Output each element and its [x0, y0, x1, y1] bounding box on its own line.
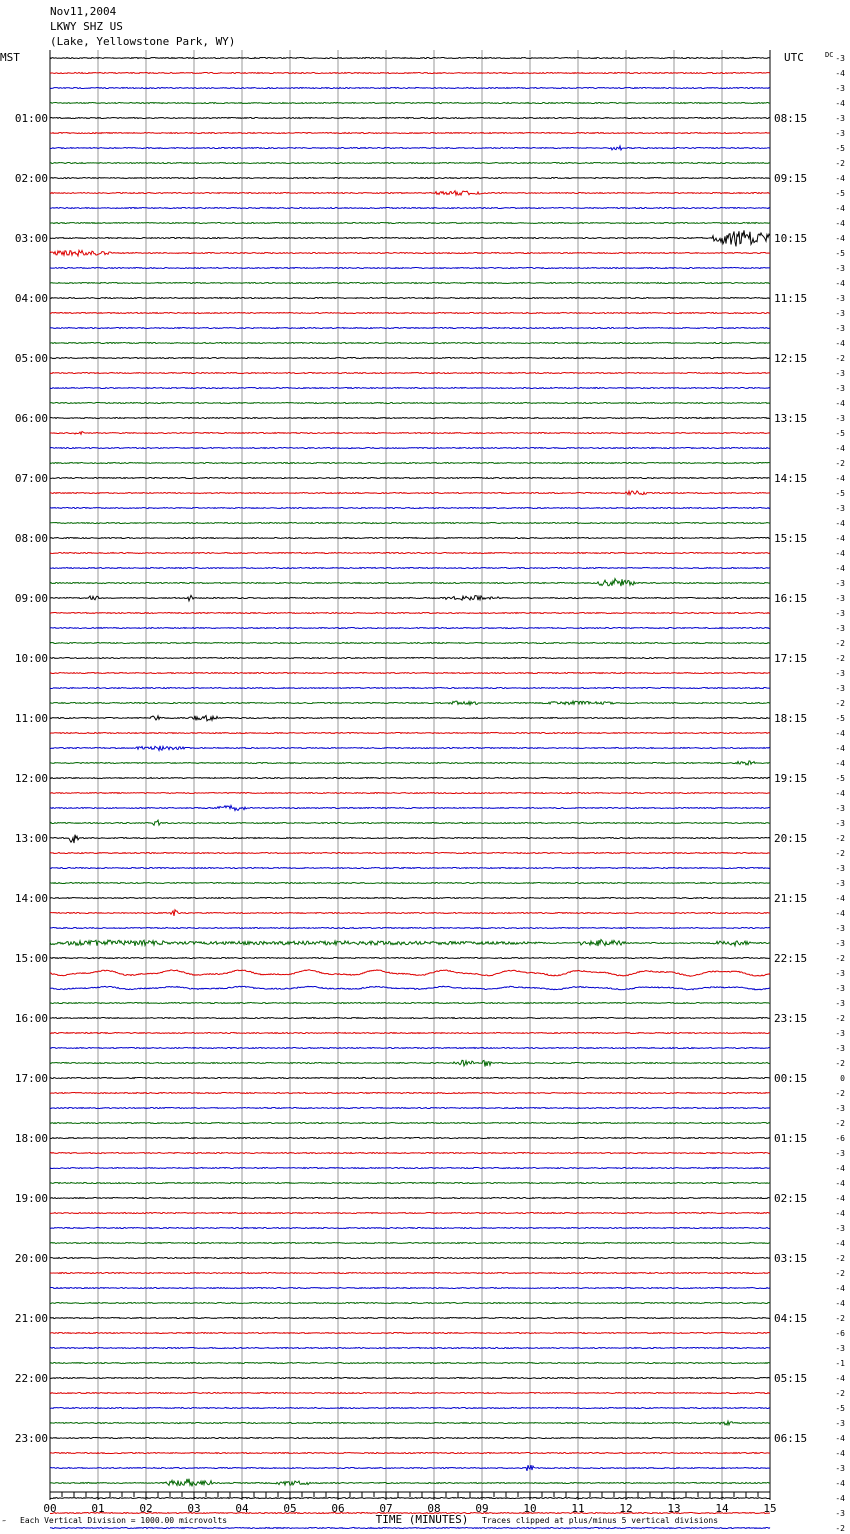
dc-offset-label: -3 [835, 384, 845, 393]
trace-line [50, 1465, 770, 1471]
hour-label-left: 11:00 [14, 712, 48, 725]
hour-label-left: 08:00 [14, 532, 48, 545]
trace-line [50, 1002, 770, 1003]
trace-line [50, 57, 770, 58]
trace-line [50, 1317, 770, 1318]
dc-offset-label: -3 [835, 594, 845, 603]
hour-label-right: 03:15 [774, 1252, 808, 1265]
dc-offset-label: -3 [835, 1149, 845, 1158]
dc-offset-label: -2 [835, 1524, 845, 1533]
dc-offset-label: -4 [835, 1194, 845, 1203]
trace-line [50, 957, 770, 958]
trace-line [50, 146, 770, 150]
dc-offset-label: -3 [835, 999, 845, 1008]
trace-line [50, 191, 770, 195]
trace-line [50, 579, 770, 587]
hour-label-right: 15:15 [774, 532, 808, 545]
x-tick-label: 11 [571, 1502, 585, 1515]
dc-offset-label: -1 [835, 1359, 845, 1368]
dc-offset-label: -3 [835, 819, 845, 828]
x-tick-label: 09 [475, 1502, 489, 1515]
dc-offset-label: -3 [835, 294, 845, 303]
trace-line [50, 1152, 770, 1153]
trace-line [50, 835, 770, 843]
x-axis-title: TIME (MINUTES) [375, 1513, 469, 1526]
trace-line [50, 1362, 770, 1363]
dc-offset-label: -4 [835, 399, 845, 408]
hour-label-right: 10:15 [774, 232, 808, 245]
hour-label-right: 06:15 [774, 1432, 808, 1445]
dc-offset-label: -2 [835, 954, 845, 963]
trace-line [50, 612, 770, 613]
hour-label-left: 06:00 [14, 412, 48, 425]
hour-label-right: 05:15 [774, 1372, 808, 1385]
x-tick-label: 05 [283, 1502, 297, 1515]
x-tick-label: 08 [427, 1502, 441, 1515]
hour-label-right: 09:15 [774, 172, 808, 185]
dc-offset-label: -4 [835, 729, 845, 738]
trace-line [50, 537, 770, 538]
dc-offset-label: -3 [835, 114, 845, 123]
dc-header-label: DC [825, 51, 834, 59]
hour-label-right: 14:15 [774, 472, 808, 485]
hour-label-right: 20:15 [774, 832, 808, 845]
trace-line [50, 806, 770, 811]
dc-offset-label: -5 [835, 1404, 845, 1413]
trace-line [50, 1212, 770, 1213]
hour-label-right: 04:15 [774, 1312, 808, 1325]
dc-offset-label: -2 [835, 1389, 845, 1398]
dc-offset-label: -6 [835, 1329, 845, 1338]
trace-line [50, 882, 770, 883]
trace-line [50, 1347, 770, 1348]
dc-offset-label: -4 [835, 1494, 845, 1503]
corner-mark: ‴ [2, 1519, 7, 1527]
dc-offset-label: -2 [835, 1059, 845, 1068]
trace-line [50, 910, 770, 916]
trace-line [50, 267, 770, 268]
trace-line [50, 117, 770, 118]
clip-note: Traces clipped at plus/minus 5 vertical divisions [482, 1516, 719, 1525]
trace-line [50, 1122, 770, 1123]
dc-offset-label: -4 [835, 1434, 845, 1443]
trace-line [50, 250, 770, 256]
dc-offset-label: -4 [835, 1179, 845, 1188]
dc-offset-label: -3 [835, 1419, 845, 1428]
dc-offset-label: -2 [835, 1089, 845, 1098]
x-tick-label: 14 [715, 1502, 729, 1515]
dc-offset-label: -4 [835, 1479, 845, 1488]
trace-line [50, 627, 770, 628]
dc-offset-label: -4 [835, 1239, 845, 1248]
dc-offset-label: -3 [835, 504, 845, 513]
minute-grid [50, 50, 770, 1492]
trace-line [50, 132, 770, 133]
hour-label-left: 23:00 [14, 1432, 48, 1445]
trace-line [50, 402, 770, 403]
dc-offset-label: -4 [835, 759, 845, 768]
x-tick-label: 06 [331, 1502, 345, 1515]
hour-label-right: 12:15 [774, 352, 808, 365]
trace-line [50, 312, 770, 313]
x-tick-label: 12 [619, 1502, 633, 1515]
x-tick-label: 00 [43, 1502, 57, 1515]
dc-offset-label: -2 [835, 159, 845, 168]
left-timezone-label: MST [0, 51, 20, 64]
trace-line [50, 867, 770, 868]
dc-offset-label: -4 [835, 444, 845, 453]
trace-line [50, 552, 770, 553]
trace-line [50, 1092, 770, 1093]
trace-line [50, 927, 770, 928]
dc-offset-label: -4 [835, 234, 845, 243]
dc-offset-label: -4 [835, 744, 845, 753]
seismic-traces [50, 57, 770, 1534]
trace-line [50, 1242, 770, 1243]
dc-offset-label: -3 [835, 1224, 845, 1233]
trace-line [50, 1407, 770, 1408]
trace-line [50, 1047, 770, 1048]
dc-offset-label: -4 [835, 549, 845, 558]
dc-offset-label: -3 [835, 939, 845, 948]
x-tick-label: 01 [91, 1502, 105, 1515]
dc-offset-label: -3 [835, 1104, 845, 1113]
dc-offset-label: -3 [835, 684, 845, 693]
hour-label-left: 02:00 [14, 172, 48, 185]
hour-label-left: 15:00 [14, 952, 48, 965]
hour-label-left: 13:00 [14, 832, 48, 845]
hour-label-right: 18:15 [774, 712, 808, 725]
trace-line [50, 897, 770, 898]
trace-line [50, 447, 770, 448]
trace-line [50, 1017, 770, 1018]
trace-line [50, 1257, 770, 1258]
hour-label-left: 20:00 [14, 1252, 48, 1265]
trace-line [50, 792, 770, 793]
dc-offset-label: -3 [835, 579, 845, 588]
dc-offset-label: -3 [835, 669, 845, 678]
trace-line [50, 1077, 770, 1078]
dc-offset-label: -3 [835, 414, 845, 423]
trace-line [50, 732, 770, 733]
dc-offset-label: -3 [835, 804, 845, 813]
hour-label-left: 18:00 [14, 1132, 48, 1145]
hour-label-right: 13:15 [774, 412, 808, 425]
trace-line [50, 1527, 770, 1528]
hour-label-right: 21:15 [774, 892, 808, 905]
dc-offset-label: -2 [835, 459, 845, 468]
hour-label-left: 03:00 [14, 232, 48, 245]
trace-line [50, 642, 770, 643]
trace-line [50, 716, 770, 721]
x-tick-label: 13 [667, 1502, 681, 1515]
trace-line [50, 1392, 770, 1393]
trace-line [50, 477, 770, 478]
hour-label-left: 01:00 [14, 112, 48, 125]
trace-line [50, 1287, 770, 1288]
hour-label-left: 05:00 [14, 352, 48, 365]
trace-line [50, 687, 770, 688]
hour-label-left: 19:00 [14, 1192, 48, 1205]
trace-line [50, 970, 770, 977]
x-tick-label: 03 [187, 1502, 201, 1515]
hour-label-right: 17:15 [774, 652, 808, 665]
trace-line [50, 507, 770, 508]
dc-offset-label: -2 [835, 639, 845, 648]
trace-line [50, 342, 770, 343]
trace-line [50, 567, 770, 568]
x-tick-label: 10 [523, 1502, 537, 1515]
dc-offset-label: -4 [835, 1374, 845, 1383]
trace-line [50, 1137, 770, 1138]
hour-label-right: 01:15 [774, 1132, 808, 1145]
plot-date: Nov11,2004 [50, 5, 117, 18]
dc-offset-label: -3 [835, 1464, 845, 1473]
dc-offset-label: -2 [835, 699, 845, 708]
dc-offset-label: -3 [835, 984, 845, 993]
dc-offset-label: -4 [835, 339, 845, 348]
dc-offset-label: -4 [835, 519, 845, 528]
trace-line [50, 417, 770, 418]
trace-line [50, 230, 770, 246]
hour-label-left: 04:00 [14, 292, 48, 305]
trace-line [50, 387, 770, 388]
dc-offset-label: -3 [835, 54, 845, 63]
dc-offset-label: -4 [835, 69, 845, 78]
trace-line [50, 297, 770, 298]
trace-line [50, 1497, 770, 1498]
trace-line [50, 431, 770, 434]
dc-offset-label: -3 [835, 879, 845, 888]
trace-line [50, 102, 770, 103]
dc-offset-label: -3 [835, 1029, 845, 1038]
hour-label-right: 02:15 [774, 1192, 808, 1205]
axis-labels [0, 51, 845, 1534]
trace-line [50, 372, 770, 373]
trace-line [50, 1227, 770, 1228]
trace-line [50, 491, 770, 495]
hour-label-left: 12:00 [14, 772, 48, 785]
trace-line [50, 746, 770, 750]
hour-label-left: 22:00 [14, 1372, 48, 1385]
trace-line [50, 672, 770, 673]
dc-offset-label: -5 [835, 774, 845, 783]
hour-label-left: 21:00 [14, 1312, 48, 1325]
dc-offset-label: -4 [835, 1449, 845, 1458]
dc-offset-label: -3 [835, 969, 845, 978]
station-location: (Lake, Yellowstone Park, WY) [50, 35, 236, 48]
x-tick-label: 15 [763, 1502, 777, 1515]
hour-label-right: 19:15 [774, 772, 808, 785]
dc-offset-label: -3 [835, 264, 845, 273]
trace-line [50, 522, 770, 523]
trace-line [50, 595, 770, 600]
x-tick-label: 04 [235, 1502, 249, 1515]
hour-label-left: 16:00 [14, 1012, 48, 1025]
trace-line [50, 282, 770, 283]
station-code: LKWY SHZ US [50, 20, 123, 33]
trace-line [50, 462, 770, 463]
hour-label-right: 22:15 [774, 952, 808, 965]
dc-offset-label: -3 [835, 324, 845, 333]
trace-line [50, 1332, 770, 1333]
dc-offset-label: -5 [835, 249, 845, 258]
hour-label-right: 16:15 [774, 592, 808, 605]
trace-line [50, 357, 770, 358]
trace-line [50, 222, 770, 223]
dc-offset-label: -4 [835, 909, 845, 918]
trace-line [50, 327, 770, 328]
trace-line [50, 1167, 770, 1168]
trace-line [50, 761, 770, 765]
dc-offset-label: -3 [835, 864, 845, 873]
hour-label-right: 00:15 [774, 1072, 808, 1085]
trace-line [50, 986, 770, 990]
dc-offset-label: -4 [835, 99, 845, 108]
dc-offset-label: -5 [835, 144, 845, 153]
dc-offset-label: -2 [835, 1014, 845, 1023]
dc-offset-label: -2 [835, 1314, 845, 1323]
dc-offset-label: 0 [840, 1074, 845, 1083]
dc-offset-label: -2 [835, 1119, 845, 1128]
dc-offset-label: -3 [835, 1044, 845, 1053]
dc-offset-label: -6 [835, 1134, 845, 1143]
trace-line [50, 1421, 770, 1425]
dc-offset-label: -4 [835, 174, 845, 183]
trace-line [50, 657, 770, 658]
dc-offset-label: -4 [835, 1284, 845, 1293]
dc-offset-label: -4 [835, 204, 845, 213]
dc-offset-label: -4 [835, 219, 845, 228]
dc-offset-label: -2 [835, 654, 845, 663]
dc-offset-label: -2 [835, 849, 845, 858]
dc-offset-label: -3 [835, 84, 845, 93]
trace-line [50, 1272, 770, 1273]
hour-label-right: 23:15 [774, 1012, 808, 1025]
dc-offset-label: -3 [835, 1344, 845, 1353]
dc-offset-label: -5 [835, 429, 845, 438]
trace-line [50, 162, 770, 163]
trace-line [50, 72, 770, 73]
dc-offset-label: -4 [835, 894, 845, 903]
dc-offset-label: -3 [835, 309, 845, 318]
trace-line [50, 177, 770, 178]
dc-offset-label: -4 [835, 564, 845, 573]
hour-label-left: 17:00 [14, 1072, 48, 1085]
hour-label-left: 14:00 [14, 892, 48, 905]
scale-note: Each Vertical Division = 1000.00 microvolts [20, 1516, 228, 1525]
trace-line [50, 1197, 770, 1198]
dc-offset-label: -4 [835, 789, 845, 798]
hour-label-right: 08:15 [774, 112, 808, 125]
trace-line [50, 1060, 770, 1066]
dc-offset-label: -3 [835, 924, 845, 933]
trace-line [50, 701, 770, 705]
hour-label-left: 10:00 [14, 652, 48, 665]
dc-offset-label: -3 [835, 624, 845, 633]
dc-offset-label: -4 [835, 474, 845, 483]
dc-offset-label: -4 [835, 1209, 845, 1218]
trace-line [50, 1032, 770, 1033]
trace-line [50, 1479, 770, 1487]
x-tick-label: 02 [139, 1502, 153, 1515]
trace-line [50, 1182, 770, 1183]
dc-offset-label: -3 [835, 129, 845, 138]
right-timezone-label: UTC [784, 51, 804, 64]
hour-label-left: 09:00 [14, 592, 48, 605]
trace-line [50, 1437, 770, 1438]
trace-line [50, 87, 770, 88]
dc-offset-label: -5 [835, 714, 845, 723]
trace-line [50, 207, 770, 208]
dc-offset-label: -4 [835, 534, 845, 543]
trace-line [50, 1377, 770, 1378]
trace-line [50, 940, 770, 946]
hour-label-right: 11:15 [774, 292, 808, 305]
trace-line [50, 777, 770, 778]
dc-offset-label: -4 [835, 279, 845, 288]
dc-offset-label: -3 [835, 369, 845, 378]
dc-offset-label: -2 [835, 1269, 845, 1278]
trace-line [50, 1452, 770, 1453]
dc-offset-label: -3 [835, 609, 845, 618]
trace-line [50, 1107, 770, 1108]
trace-line [50, 852, 770, 853]
dc-offset-label: -3 [835, 1509, 845, 1518]
dc-offset-label: -4 [835, 1164, 845, 1173]
trace-line [50, 820, 770, 825]
dc-offset-label: -2 [835, 834, 845, 843]
dc-offset-label: -2 [835, 1254, 845, 1263]
trace-line [50, 1302, 770, 1303]
hour-label-left: 07:00 [14, 472, 48, 485]
dc-offset-label: -5 [835, 489, 845, 498]
x-tick-label: 07 [379, 1502, 393, 1515]
dc-offset-label: -4 [835, 1299, 845, 1308]
dc-offset-label: -5 [835, 189, 845, 198]
dc-offset-label: -2 [835, 354, 845, 363]
